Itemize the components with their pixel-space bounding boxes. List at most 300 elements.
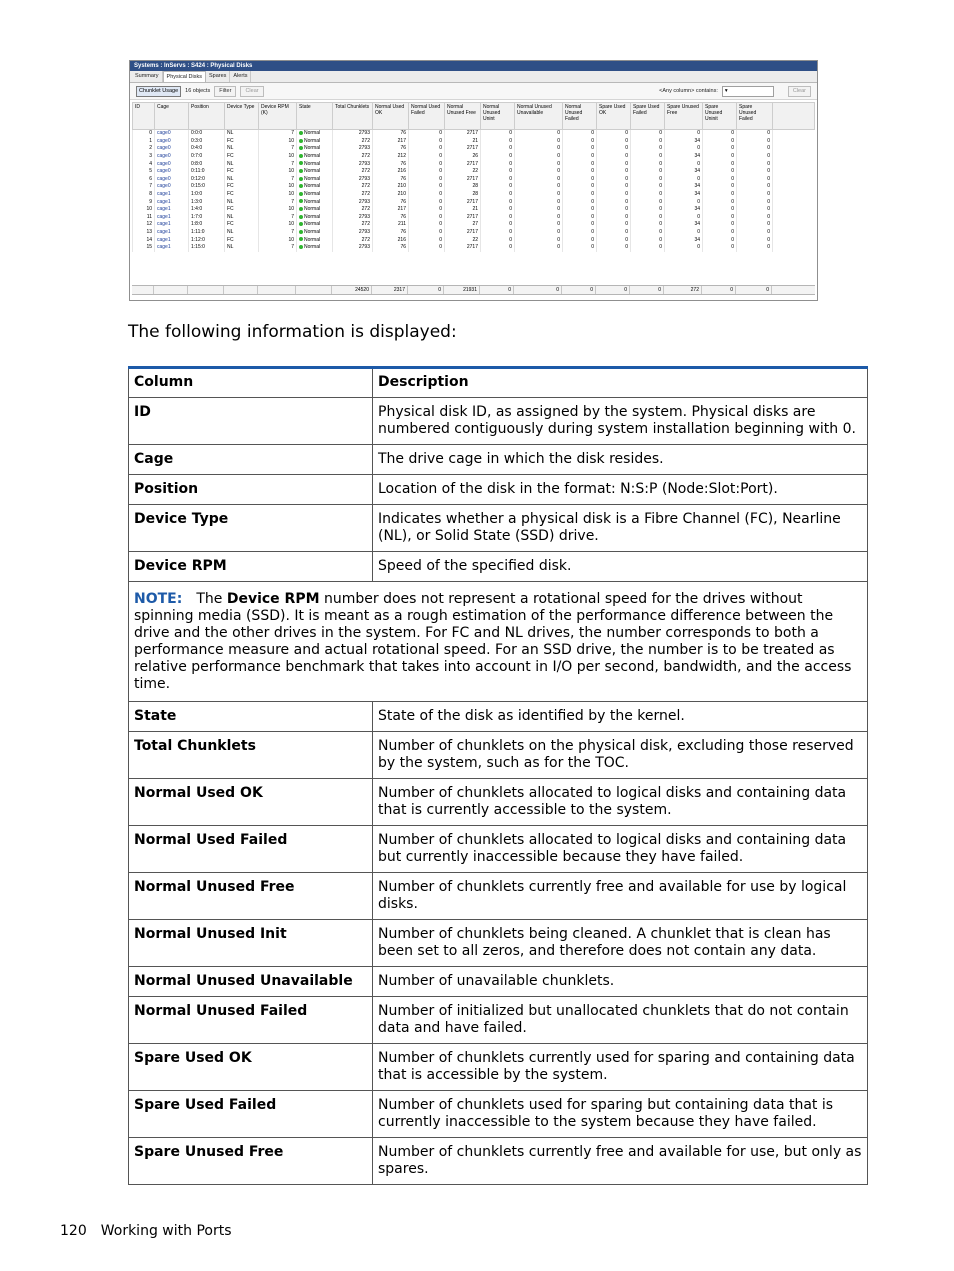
grid-cell	[597, 130, 631, 138]
grid-cell-value: 0	[767, 145, 770, 152]
grid-cell-value: 0	[731, 183, 734, 190]
grid-cell	[225, 138, 259, 146]
grid-cell-value: NL	[227, 244, 234, 251]
grid-cell-value: 0:4:0	[191, 145, 203, 152]
clear-search-button[interactable]: Clear	[788, 86, 811, 97]
grid-cell	[259, 138, 297, 146]
grid-cell	[373, 244, 409, 252]
column-description: Indicates whether a physical disk is a Fibre Channel (FC), Nearline (NL), or Solid State (SSD) drive.	[373, 505, 868, 552]
grid-cell	[133, 221, 155, 229]
grid-cell	[737, 214, 773, 222]
grid-cell	[481, 160, 515, 168]
column-description: Number of chunklets on the physical disk, excluding those reserved by the system, such as for the TOC.	[373, 732, 868, 779]
grid-cell	[133, 214, 155, 222]
grid-cell	[481, 130, 515, 138]
grid-cell	[563, 130, 597, 138]
grid-cell-value: 0	[439, 137, 442, 144]
grid-cell-value: 0	[557, 145, 560, 152]
grid-cell	[409, 183, 445, 191]
grid-header[interactable]: Normal Used Failed	[409, 103, 445, 130]
grid-cell-value: 34	[694, 168, 700, 175]
page-footer	[60, 1223, 232, 1239]
grid-cell-filler	[773, 236, 815, 244]
status-ok-icon	[299, 192, 303, 196]
table-row[interactable]	[133, 153, 815, 161]
grid-cell-value: 14	[146, 236, 152, 243]
grid-cell	[155, 138, 189, 146]
grid-cell-value: 0	[557, 198, 560, 205]
grid-header[interactable]: Normal Unused Failed	[563, 103, 597, 130]
grid-cell	[133, 176, 155, 184]
grid-cell	[665, 176, 703, 184]
grid-cell	[373, 236, 409, 244]
grid-header[interactable]: ID	[133, 103, 155, 130]
status-ok-icon	[299, 215, 303, 219]
grid-cell	[631, 221, 665, 229]
grid-cell-value: FC	[227, 206, 234, 213]
grid-cell	[631, 244, 665, 252]
grid-cell	[737, 176, 773, 184]
total-cell	[188, 286, 224, 294]
grid-cell	[133, 138, 155, 146]
grid-header[interactable]: Spare Used Failed	[631, 103, 665, 130]
grid-cell	[597, 153, 631, 161]
grid-cell	[665, 214, 703, 222]
grid-cell-value: 34	[694, 236, 700, 243]
grid-cell-value: 0	[557, 153, 560, 160]
column-description: Number of chunklets currently free and available for use, but only as spares.	[373, 1138, 868, 1185]
table-row[interactable]	[133, 138, 815, 146]
grid-cell-value: 0	[625, 153, 628, 160]
grid-cell-value: 10	[288, 236, 294, 243]
grid-cell	[481, 221, 515, 229]
grid-cell-value: cage0	[157, 153, 171, 160]
table-row[interactable]	[133, 229, 815, 237]
header-column: Column	[129, 368, 373, 398]
grid-cell	[631, 176, 665, 184]
grid-cell	[225, 168, 259, 176]
grid-cell	[445, 214, 481, 222]
column-description: Number of chunklets being cleaned. A chunklet that is clean has been set to all zeros, and therefore does not contain any data.	[373, 920, 868, 967]
grid-cell-value: 76	[400, 145, 406, 152]
grid-cell-value: 0	[731, 229, 734, 236]
grid-cell	[597, 183, 631, 191]
grid-cell-value: 0	[439, 168, 442, 175]
grid-header[interactable]: Device Type	[225, 103, 259, 130]
grid-cell	[703, 244, 737, 252]
grid-cell	[259, 176, 297, 184]
column-description: Number of chunklets allocated to logical disks and containing data but currently inaccessible because they have failed.	[373, 826, 868, 873]
grid-cell	[373, 221, 409, 229]
grid-cell-value: Normal	[304, 236, 321, 243]
grid-cell	[225, 198, 259, 206]
table-row[interactable]	[133, 176, 815, 184]
grid-cell	[737, 244, 773, 252]
grid-cell	[515, 236, 563, 244]
grid-cell-value: 0	[625, 191, 628, 198]
grid-cell-value: 272	[361, 153, 370, 160]
grid-cell	[515, 191, 563, 199]
grid-cell	[409, 153, 445, 161]
total-cell: 0	[630, 286, 664, 294]
grid-cell	[563, 183, 597, 191]
table-row	[129, 732, 868, 779]
grid-cell	[155, 214, 189, 222]
column-description: Physical disk ID, as assigned by the system. Physical disks are numbered contiguously during system installation beginning with 0.	[373, 398, 868, 445]
grid-cell	[189, 153, 225, 161]
table-row	[129, 505, 868, 552]
grid-cell-value: 0	[149, 130, 152, 137]
grid-cell	[515, 145, 563, 153]
grid-cell-value: 0:0:0	[191, 130, 203, 137]
table-row	[129, 475, 868, 505]
grid-cell	[155, 229, 189, 237]
note-cell	[129, 582, 868, 702]
grid-cell-value: 0	[767, 183, 770, 190]
grid-cell-value: FC	[227, 183, 234, 190]
grid-cell-value: 0	[439, 221, 442, 228]
grid-header[interactable]: Normal Unused Free	[445, 103, 481, 130]
grid-cell	[515, 229, 563, 237]
grid-header[interactable]: Cage	[155, 103, 189, 130]
grid-cell-value: 0	[697, 130, 700, 137]
grid-cell	[225, 221, 259, 229]
grid-header[interactable]: Spare Unused Uninit	[703, 103, 737, 130]
filter-button[interactable]: Filter	[214, 86, 236, 97]
note-row	[129, 582, 868, 702]
table-row[interactable]	[133, 206, 815, 214]
grid-cell	[225, 160, 259, 168]
grid-cell-value: 272	[361, 221, 370, 228]
grid-cell-value: 2717	[466, 145, 478, 152]
grid-header[interactable]: Normal Used OK	[373, 103, 409, 130]
total-cell: 0	[562, 286, 596, 294]
grid-cell	[703, 221, 737, 229]
grid-cell	[515, 168, 563, 176]
grid-cell	[189, 168, 225, 176]
tab-spares[interactable]: Spares	[206, 71, 230, 82]
grid-cell-value: cage1	[157, 206, 171, 213]
grid-cell	[665, 145, 703, 153]
note-label: NOTE:	[134, 591, 183, 607]
grid-cell-value: 2793	[358, 160, 370, 167]
disk-grid-table	[132, 102, 815, 252]
grid-header[interactable]: Spare Unused Failed	[737, 103, 773, 130]
grid-cell	[409, 236, 445, 244]
status-ok-icon	[299, 177, 303, 181]
grid-cell-value: 34	[694, 221, 700, 228]
grid-cell	[563, 206, 597, 214]
grid-cell-value: Normal	[304, 221, 321, 228]
grid-header[interactable]: Position	[189, 103, 225, 130]
grid-cell-value: 0	[625, 236, 628, 243]
grid-cell	[665, 138, 703, 146]
grid-cell	[155, 168, 189, 176]
grid-cell	[481, 214, 515, 222]
grid-cell-value: 10	[288, 168, 294, 175]
table-row[interactable]	[133, 168, 815, 176]
grid-cell	[515, 206, 563, 214]
grid-cell-value: 0:12:0	[191, 175, 205, 182]
grid-cell	[155, 191, 189, 199]
grid-cell	[409, 229, 445, 237]
grid-header[interactable]: Total Chunklets	[333, 103, 373, 130]
grid-cell-value: 0	[509, 153, 512, 160]
table-row	[129, 997, 868, 1044]
clear-filter-button[interactable]: Clear	[240, 86, 263, 97]
table-row[interactable]	[133, 244, 815, 252]
grid-header[interactable]: Normal Unused Unavailable	[515, 103, 563, 130]
grid-cell	[373, 183, 409, 191]
grid-cell-value: 0	[557, 191, 560, 198]
grid-cell-value: 0	[439, 198, 442, 205]
grid-cell	[631, 191, 665, 199]
grid-cell-value: 0	[439, 229, 442, 236]
grid-cell-value: 0	[625, 175, 628, 182]
grid-header[interactable]: Spare Unused Free	[665, 103, 703, 130]
grid-cell-value: 0	[767, 160, 770, 167]
grid-cell-value: 28	[472, 183, 478, 190]
table-row	[129, 779, 868, 826]
grid-cell-value: 0	[591, 236, 594, 243]
tab-physical-disks[interactable]: Physical Disks	[163, 71, 206, 82]
grid-cell	[297, 160, 333, 168]
tab-alerts[interactable]: Alerts	[230, 71, 251, 82]
grid-cell-value: 10	[288, 206, 294, 213]
grid-cell	[333, 236, 373, 244]
grid-cell-filler	[773, 214, 815, 222]
grid-cell-value: Normal	[304, 213, 321, 220]
grid-cell	[597, 206, 631, 214]
grid-cell	[737, 229, 773, 237]
grid-header[interactable]: State	[297, 103, 333, 130]
grid-cell	[703, 153, 737, 161]
grid-header[interactable]: Device RPM (K)	[259, 103, 297, 130]
grid-cell-value: cage0	[157, 145, 171, 152]
grid-cell	[297, 214, 333, 222]
grid-cell-value: 0	[625, 145, 628, 152]
table-row[interactable]	[133, 145, 815, 153]
grid-cell-value: 0	[767, 206, 770, 213]
grid-cell	[259, 160, 297, 168]
grid-cell	[373, 214, 409, 222]
grid-header[interactable]: Spare Used OK	[597, 103, 631, 130]
grid-cell	[133, 244, 155, 252]
grid-cell	[155, 198, 189, 206]
grid-cell	[515, 153, 563, 161]
grid-cell-value: 0	[697, 175, 700, 182]
grid-cell-value: 0	[509, 175, 512, 182]
grid-cell	[189, 191, 225, 199]
grid-cell	[333, 176, 373, 184]
column-name: Normal Unused Unavailable	[129, 967, 373, 997]
grid-cell	[515, 198, 563, 206]
grid-cell	[333, 214, 373, 222]
table-row	[129, 1044, 868, 1091]
grid-cell	[563, 229, 597, 237]
grid-cell	[409, 191, 445, 199]
grid-cell-value: 0:7:0	[191, 153, 203, 160]
grid-cell	[189, 183, 225, 191]
grid-cell	[597, 176, 631, 184]
column-name: Device Type	[129, 505, 373, 552]
column-name: Total Chunklets	[129, 732, 373, 779]
grid-cell-value: 1:11:0	[191, 229, 205, 236]
grid-cell	[297, 198, 333, 206]
grid-cell-value: 22	[472, 236, 478, 243]
grid-cell-value: 217	[397, 206, 406, 213]
grid-cell-value: 0	[697, 213, 700, 220]
screenshot-title: Systems : InServs : S424 : Physical Disks	[130, 61, 817, 71]
grid-cell	[703, 229, 737, 237]
column-filter-select[interactable]: ▾	[722, 86, 774, 97]
grid-cell	[133, 130, 155, 138]
total-cell: 21931	[444, 286, 480, 294]
grid-cell-filler	[773, 183, 815, 191]
grid-cell	[481, 198, 515, 206]
grid-cell-value: 1:12:0	[191, 236, 205, 243]
table-row	[129, 873, 868, 920]
grid-cell-filler	[773, 198, 815, 206]
grid-cell-value: 0	[591, 191, 594, 198]
grid-cell-value: 0	[557, 175, 560, 182]
view-select[interactable]: Chunklet Usage	[136, 86, 181, 97]
grid-cell	[133, 160, 155, 168]
grid-cell	[481, 183, 515, 191]
grid-cell-value: 15	[146, 244, 152, 251]
grid-cell-value: FC	[227, 236, 234, 243]
grid-cell	[737, 198, 773, 206]
grid-cell-value: 216	[397, 236, 406, 243]
grid-cell-value: 0:8:0	[191, 160, 203, 167]
column-name: Normal Used Failed	[129, 826, 373, 873]
header-description: Description	[373, 368, 868, 398]
grid-cell-value: 0	[557, 213, 560, 220]
grid-cell-value: FC	[227, 153, 234, 160]
total-cell: 0	[702, 286, 736, 294]
grid-cell-value: 0	[659, 130, 662, 137]
table-row[interactable]	[133, 160, 815, 168]
grid-cell	[703, 138, 737, 146]
grid-cell	[597, 221, 631, 229]
grid-cell	[563, 160, 597, 168]
grid-cell	[445, 221, 481, 229]
grid-cell-value: 0	[625, 137, 628, 144]
grid-cell-value: 0	[731, 213, 734, 220]
grid-cell-value: 0	[697, 229, 700, 236]
table-row	[129, 826, 868, 873]
grid-cell-value: 0	[509, 229, 512, 236]
grid-cell-value: 2793	[358, 244, 370, 251]
grid-header[interactable]: Normal Unused Unint	[481, 103, 515, 130]
grid-cell	[259, 244, 297, 252]
grid-cell-value: 0:3:0	[191, 137, 203, 144]
grid-cell	[703, 130, 737, 138]
table-row	[129, 398, 868, 445]
grid-cell	[297, 206, 333, 214]
grid-cell-value: 1:3:0	[191, 198, 203, 205]
grid-cell	[445, 244, 481, 252]
grid-cell	[515, 214, 563, 222]
grid-cell	[189, 138, 225, 146]
grid-cell-value: 0	[509, 183, 512, 190]
grid-cell	[225, 145, 259, 153]
grid-cell	[409, 160, 445, 168]
grid-cell-value: 2793	[358, 198, 370, 205]
footer-section: Working with Ports	[100, 1223, 232, 1239]
grid-cell	[373, 145, 409, 153]
grid-cell-value: 1	[149, 137, 152, 144]
table-row[interactable]	[133, 236, 815, 244]
grid-cell	[563, 244, 597, 252]
grid-cell	[737, 145, 773, 153]
grid-cell-value: cage1	[157, 244, 171, 251]
grid-cell-value: 11	[146, 213, 152, 220]
total-cell: 2317	[372, 286, 408, 294]
table-row[interactable]	[133, 221, 815, 229]
grid-cell-value: 0	[557, 229, 560, 236]
grid-cell-value: 0	[767, 213, 770, 220]
tab-summary[interactable]: Summary	[132, 71, 163, 82]
grid-cell	[297, 183, 333, 191]
grid-cell-value: cage1	[157, 198, 171, 205]
grid-cell-filler	[773, 244, 815, 252]
table-row[interactable]	[133, 191, 815, 199]
grid-cell-value: 0	[697, 198, 700, 205]
grid-cell	[631, 160, 665, 168]
grid-cell	[297, 221, 333, 229]
grid-cell	[189, 229, 225, 237]
grid-cell-value: 0	[557, 168, 560, 175]
grid-cell-value: NL	[227, 175, 234, 182]
grid-cell	[703, 198, 737, 206]
grid-cell	[563, 168, 597, 176]
grid-cell	[409, 145, 445, 153]
grid-cell-filler	[773, 221, 815, 229]
table-row[interactable]	[133, 198, 815, 206]
grid-cell-value: 27	[472, 221, 478, 228]
grid-cell	[563, 221, 597, 229]
grid-cell	[155, 221, 189, 229]
grid-cell-value: 0	[767, 198, 770, 205]
grid-cell	[737, 236, 773, 244]
grid-cell-value: 0	[439, 175, 442, 182]
grid-cell	[155, 130, 189, 138]
grid-cell	[373, 130, 409, 138]
total-cell: 0	[408, 286, 444, 294]
grid-cell	[297, 191, 333, 199]
grid-cell-value: 0	[557, 130, 560, 137]
grid-cell-value: 0	[731, 198, 734, 205]
table-row	[129, 552, 868, 582]
status-ok-icon	[299, 207, 303, 211]
grid-cell-value: 0	[767, 236, 770, 243]
table-row[interactable]	[133, 130, 815, 138]
grid-cell-value: 0	[731, 153, 734, 160]
grid-cell-value: 7	[291, 198, 294, 205]
grid-cell-value: 28	[472, 191, 478, 198]
grid-cell-value: 2717	[466, 244, 478, 251]
grid-cell	[333, 138, 373, 146]
grid-cell-value: 0	[625, 130, 628, 137]
grid-cell	[155, 206, 189, 214]
grid-cell	[259, 236, 297, 244]
table-row[interactable]	[133, 214, 815, 222]
grid-cell-filler	[773, 206, 815, 214]
grid-cell-value: 0	[591, 229, 594, 236]
column-description: Number of chunklets currently free and available for use by logical disks.	[373, 873, 868, 920]
table-row[interactable]	[133, 183, 815, 191]
